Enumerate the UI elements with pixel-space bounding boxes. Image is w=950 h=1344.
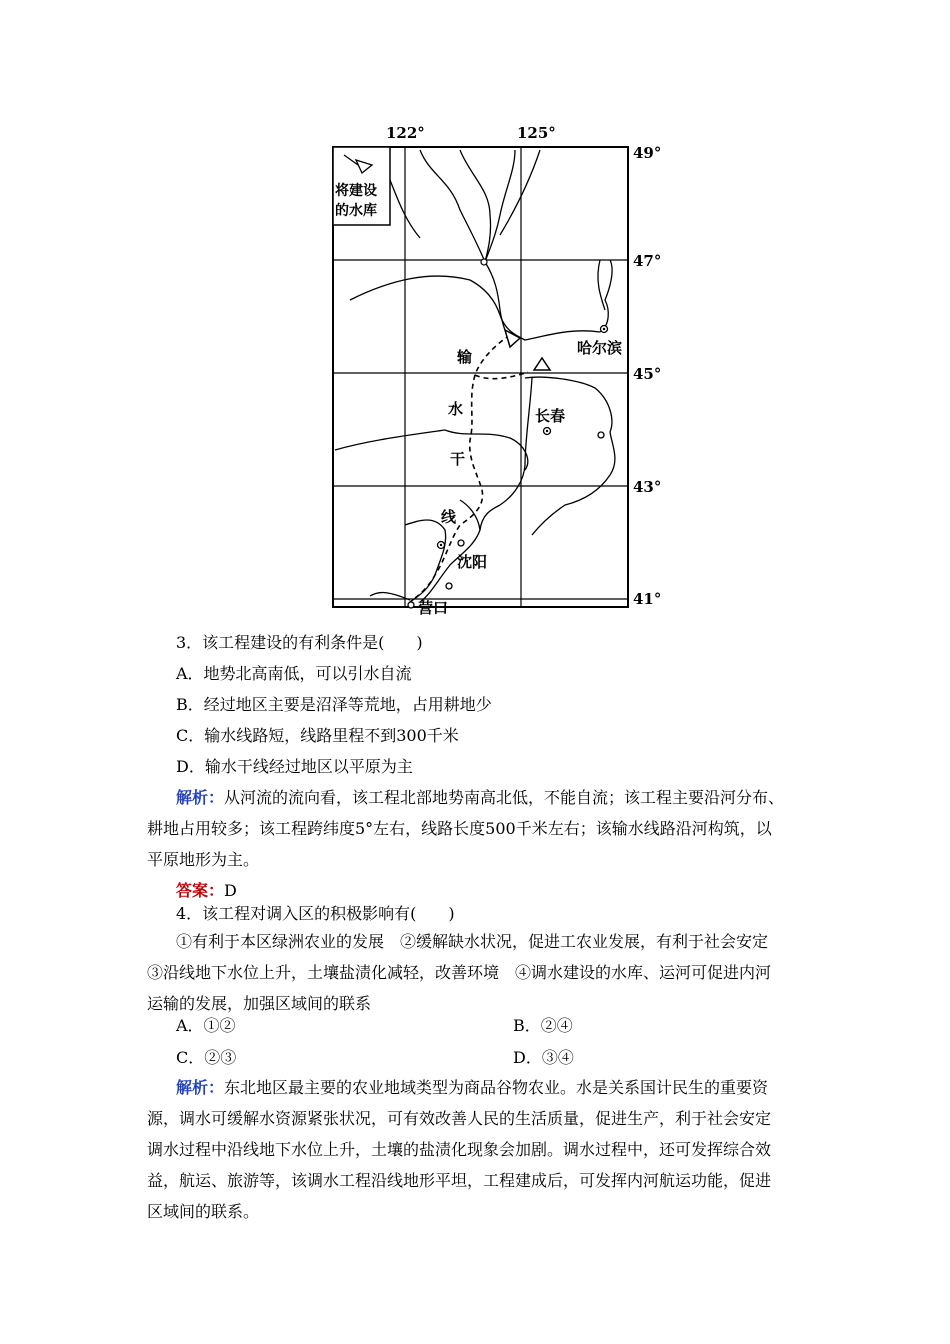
analysis-text: 耕地占用较多；该工程跨纬度5°左右，线路长度500千米左右；该输水线路沿河构筑，以 xyxy=(147,819,772,838)
lat-label-45: 45° xyxy=(633,365,662,383)
question-4-option-b: B．②④ xyxy=(513,1016,573,1035)
answer-label: 答案： xyxy=(176,881,225,900)
question-3-option-d: D．输水干线经过地区以平原为主 xyxy=(176,757,413,776)
city-label-yingkou: 营口 xyxy=(418,599,449,617)
statement-line: ③沿线地下水位上升，土壤盐渍化减轻，改善环境 ④调水建设的水库、运河可促进内河 xyxy=(147,963,772,982)
canal-label-char: 水 xyxy=(448,400,464,418)
analysis-text: 源，调水可缓解水资源紧张状况，可有效改善人民的生活质量，促进生产，利于社会安定 xyxy=(147,1109,772,1128)
analysis-text: 区域间的联系。 xyxy=(147,1202,260,1221)
city-label-harbin: 哈尔滨 xyxy=(577,339,623,357)
legend-text-line1: 将建设 xyxy=(335,183,377,199)
question-4-option-a: A．①② xyxy=(176,1016,236,1035)
analysis-text: 益，航运、旅游等，该调水工程沿线地形平坦，工程建成后，可发挥内河航运功能，促进 xyxy=(147,1171,772,1190)
analysis-text: 东北地区最主要的农业地域类型为商品谷物农业。水是关系国计民生的重要资 xyxy=(224,1078,769,1097)
analysis-text: 调水过程中沿线地下水位上升，土壤的盐渍化现象会加剧。调水过程中，还可发挥综合效 xyxy=(147,1140,772,1159)
lat-label-43: 43° xyxy=(633,478,662,496)
lon-label-125: 125° xyxy=(517,124,556,142)
analysis-text: 平原地形为主。 xyxy=(147,850,260,869)
question-3-option-c: C．输水线路短，线路里程不到300千米 xyxy=(176,726,459,745)
city-label-shenyang: 沈阳 xyxy=(457,553,488,571)
answer-value: D xyxy=(224,881,237,900)
canal-label-char: 输 xyxy=(457,348,473,366)
lat-label-49: 49° xyxy=(633,144,662,162)
question-3-stem: 3．该工程建设的有利条件是( ) xyxy=(176,633,423,652)
water-transfer-map xyxy=(310,120,670,620)
question-4-option-d: D．③④ xyxy=(513,1048,574,1067)
question-3-analysis xyxy=(147,782,807,906)
question-4-analysis xyxy=(147,1072,807,1227)
question-4-statements xyxy=(147,926,807,1019)
analysis-text: 从河流的流向看，该工程北部地势南高北低，不能自流；该工程主要沿河分布、 xyxy=(224,788,785,807)
analysis-label: 解析： xyxy=(176,788,225,807)
lon-label-122: 122° xyxy=(386,124,425,142)
lat-label-41: 41° xyxy=(633,590,662,608)
statement-line: ①有利于本区绿洲农业的发展 ②缓解缺水状况，促进工农业发展，有利于社会安定 xyxy=(176,932,769,951)
question-4-stem: 4．该工程对调入区的积极影响有( ) xyxy=(176,904,455,923)
city-label-changchun: 长春 xyxy=(535,407,566,425)
statement-line: 运输的发展，加强区域间的联系 xyxy=(147,994,372,1013)
question-3-option-a: A．地势北高南低，可以引水自流 xyxy=(176,664,412,683)
canal-label-char: 干 xyxy=(450,450,466,468)
canal-label-char: 线 xyxy=(441,508,457,526)
legend-text-line2: 的水库 xyxy=(335,203,377,219)
question-3-option-b: B．经过地区主要是沼泽等荒地，占用耕地少 xyxy=(176,695,492,714)
analysis-label: 解析： xyxy=(176,1078,225,1097)
lat-label-47: 47° xyxy=(633,252,662,270)
question-4-option-c: C．②③ xyxy=(176,1048,237,1067)
